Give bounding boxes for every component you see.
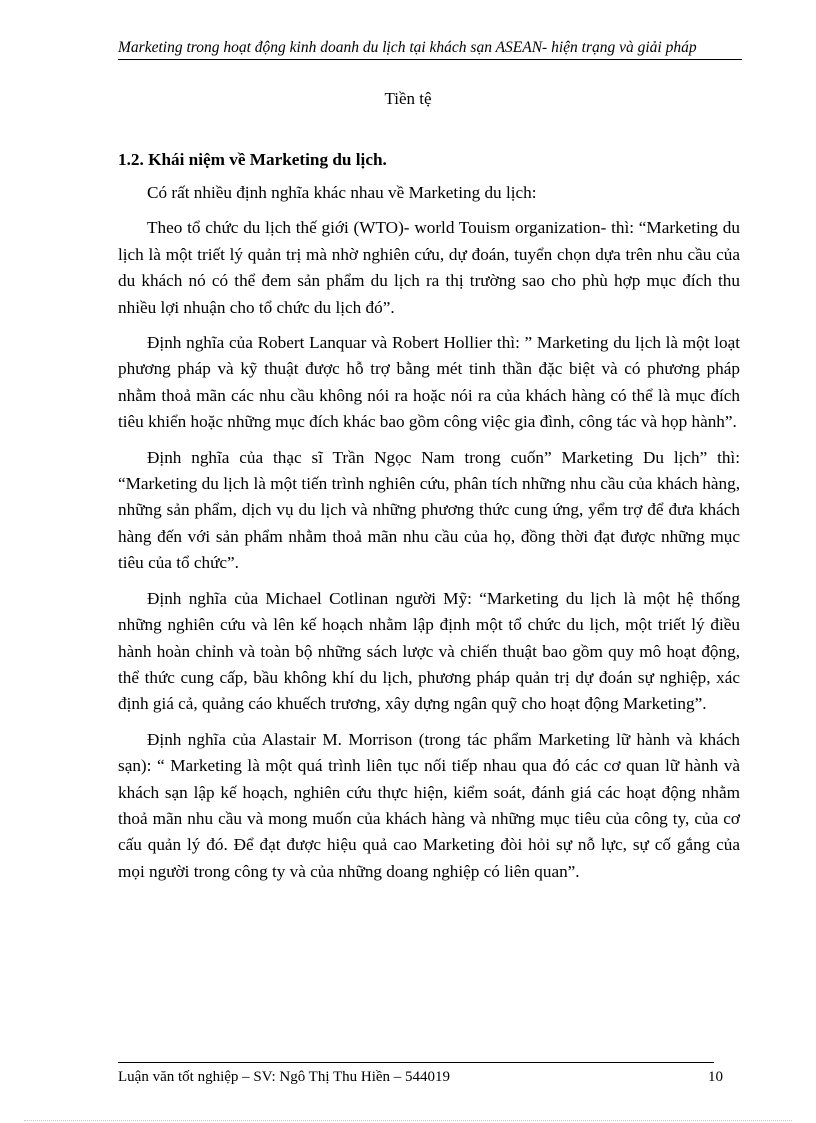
paragraph-lanquar-definition: Định nghĩa của Robert Lanquar và Robert Hollier thì: ” Marketing du lịch là một loạt phương pháp và kỹ thuật được hỗ trợ bằng mét tinh thần đặc biệt và có phương pháp nhằm thoả mãn các nhu cầu không nói ra hoặc nói ra của khách hàng có thể là mục đích tiêu khiển hoặc những mục đích khác bao gồm công việc gia đình, công tác và họp hành”. bbox=[118, 333, 740, 432]
footer-author: Luận văn tốt nghiệp – SV: Ngô Thị Thu Hiền – 544019 bbox=[118, 1069, 451, 1085]
currency-line: Tiền tệ bbox=[384, 89, 432, 108]
section-title: 1.2. Khái niệm về Marketing du lịch. bbox=[118, 150, 387, 169]
footer-divider bbox=[118, 1062, 714, 1063]
paragraph-tran-ngoc-nam-definition: Định nghĩa của thạc sĩ Trần Ngọc Nam trong cuốn” Marketing Du lịch” thì: “Marketing du lịch là một tiến trình nghiên cứu, phân tích những nhu cầu của khách hàng, những sản phẩm, dịch vụ du lịch và những phương thức cung ứng, yểm trợ để đưa khách hàng đến với sản phẩm nhằm thoả mãn nhu cầu của họ, đồng thời đạt được những mục tiêu của tổ chức”. bbox=[118, 447, 740, 573]
paragraph-intro: Có rất nhiều định nghĩa khác nhau về Marketing du lịch: bbox=[147, 183, 537, 202]
paragraph-morrison-definition: Định nghĩa của Alastair M. Morrison (trong tác phẩm Marketing lữ hành và khách sạn): “ Marketing là một quá trình liên tục nối tiếp nhau qua đó các cơ quan lữ hành và khách sạn lập kế hoạch, nghiên cứu thực hiện, kiểm soát, đánh giá các hoạt động nhằm thoả mãn nhu cầu và mong muốn của khách hàng và những mục tiêu của công ty, của cơ cấu quản lý đó. Để đạt được hiệu quả cao Marketing đòi hỏi sự nỗ lực, sự cố gắng của mọi người trong công ty và của những doang nghiệp có liên quan”. bbox=[118, 729, 740, 881]
paragraph-wto-definition: Theo tổ chức du lịch thế giới (WTO)- world Touism organization- thì: “Marketing du lịch là một triết lý quản trị mà nhờ nghiên cứu, dự đoán, tuyển chọn dựa trên nhu cầu của du khách nó có thể đem sản phẩm du lịch ra thị trường sao cho phù hợp mục đích thu nhiều lợi nhuận cho tổ chức du lịch đó”. bbox=[118, 218, 740, 317]
paragraph-cotlinan-definition: Định nghĩa của Michael Cotlinan người Mỹ: “Marketing du lịch là một hệ thống những nghiên cứu và lên kế hoạch nhằm lập định một tổ chức du lịch, một triết lý điều hành hoàn chỉnh và toàn bộ những sách lược và chiến thuật bao gồm quy mô hoạt động, thể thức cung cấp, bầu không khí du lịch, phương pháp quản trị dự đoán sự nghiệp, xác định giá cả, quảng cáo khuếch trương, xây dựng ngân quỹ cho hoạt động Marketing”. bbox=[118, 588, 740, 714]
page-bottom-edge bbox=[24, 1120, 792, 1121]
main-content bbox=[118, 147, 740, 894]
running-header: Marketing trong hoạt động kinh doanh du lịch tại khách sạn ASEAN- hiện trạng và giải pháp bbox=[118, 38, 742, 60]
page-number: 10 bbox=[708, 1069, 723, 1085]
